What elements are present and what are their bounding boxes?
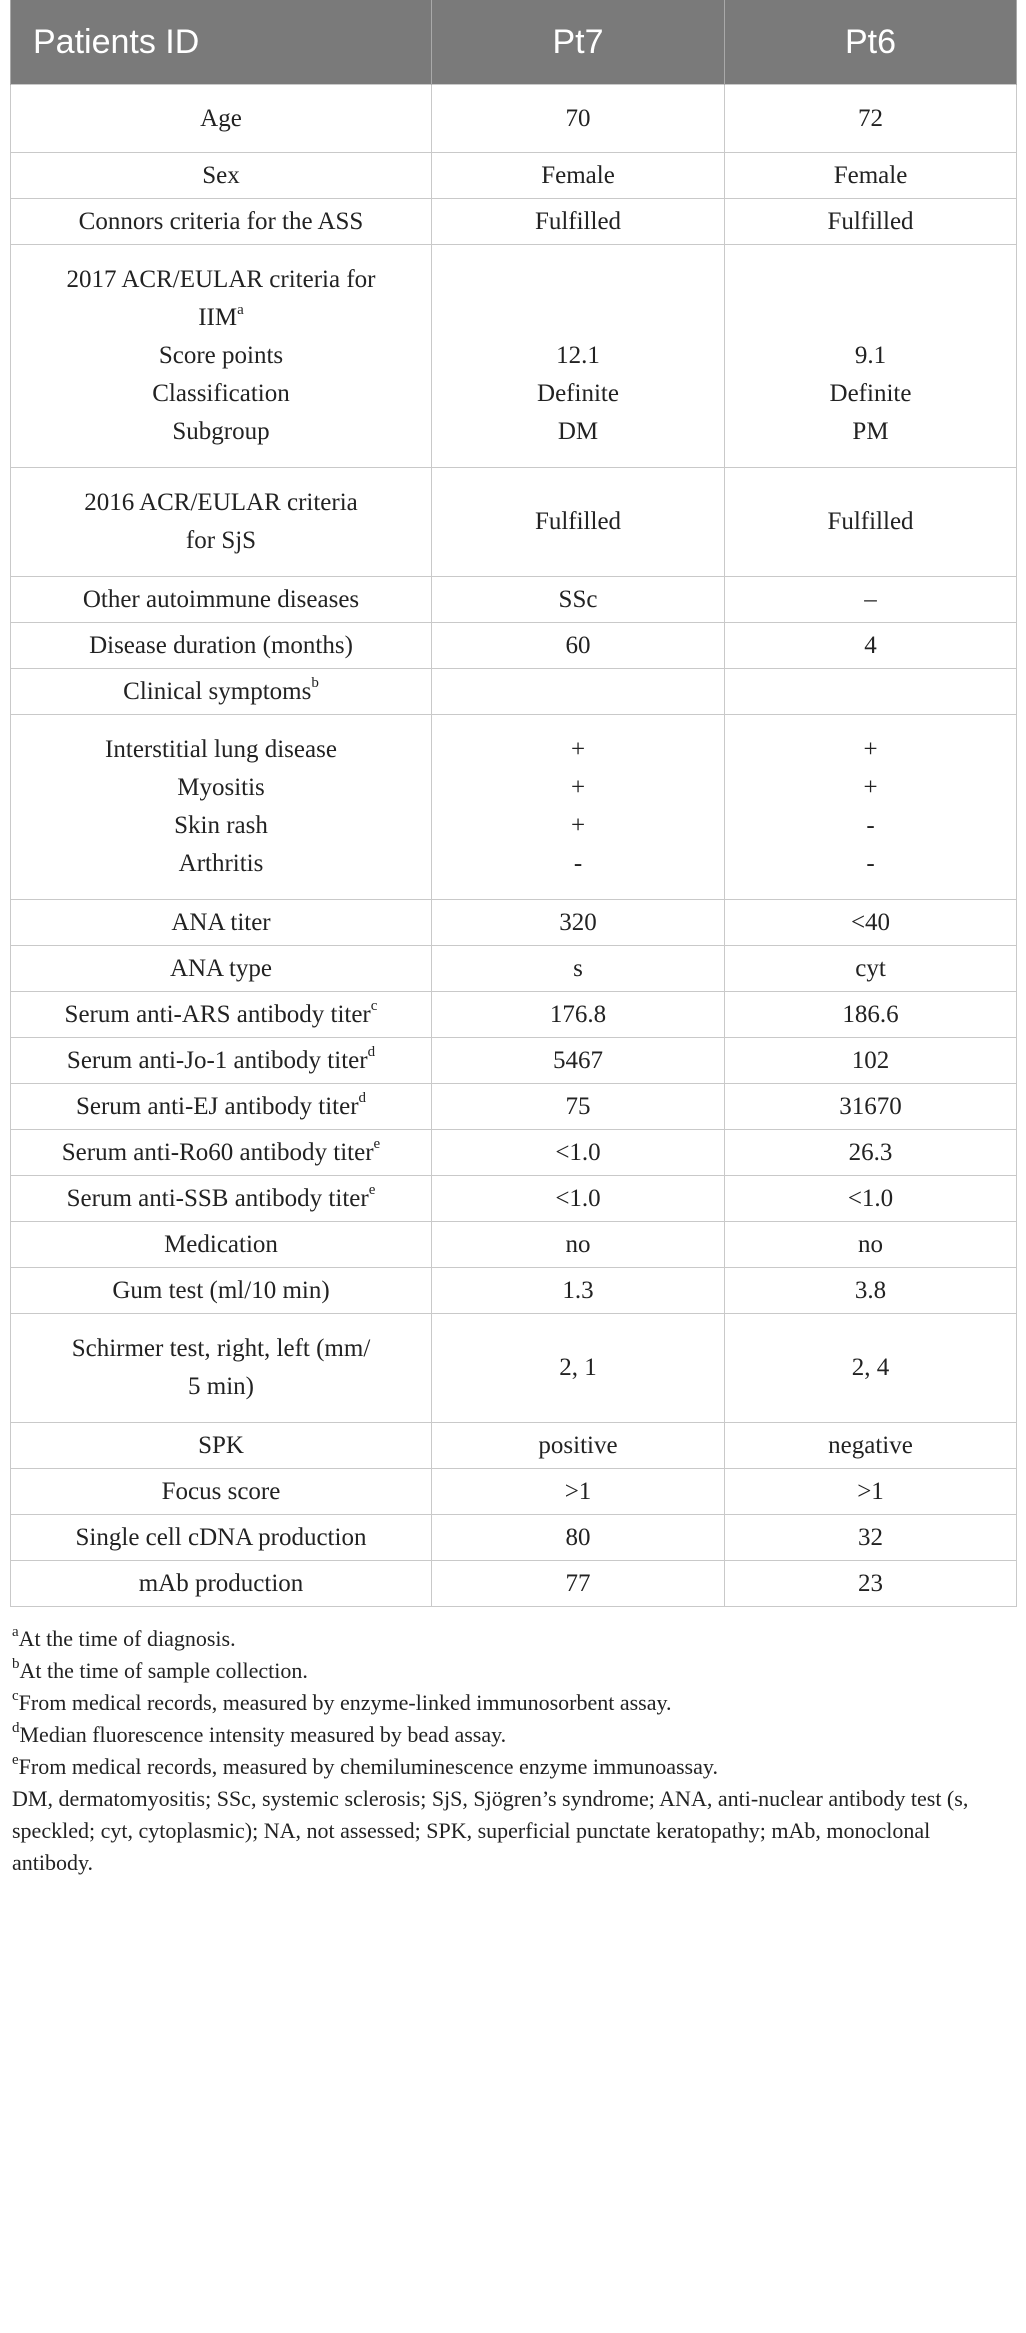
row-label-text: Focus score <box>161 1477 281 1505</box>
pt6-value-text: 23 <box>858 1569 883 1597</box>
row-label-line: Skin rash <box>174 812 268 839</box>
row-label <box>11 85 432 153</box>
footnote-marker: e <box>12 1751 19 1768</box>
footnote-marker: b <box>311 675 319 692</box>
pt7-value-line: Definite <box>537 380 619 407</box>
pt6-value-line: - <box>866 850 875 877</box>
spacer-line <box>442 299 714 337</box>
row-label-text: Serum anti-EJ antibody titer <box>75 1092 359 1120</box>
table-row <box>11 1084 1017 1130</box>
row-label <box>11 1222 432 1268</box>
pt6-value-text: no <box>858 1230 883 1258</box>
row-label <box>11 468 432 577</box>
row-label <box>11 1176 432 1222</box>
pt7-value <box>432 715 725 900</box>
row-label <box>11 946 432 992</box>
pt6-value <box>725 946 1017 992</box>
pt7-value-line: 12.1 <box>556 342 600 369</box>
footnote-marker: e <box>368 1182 376 1199</box>
footnote <box>12 1783 1012 1879</box>
row-label <box>11 1314 432 1423</box>
pt7-value <box>432 1469 725 1515</box>
patient-table <box>10 0 1017 1607</box>
row-label-text: Other autoimmune diseases <box>82 585 360 613</box>
footnote-marker: b <box>12 1655 20 1672</box>
row-label <box>11 1423 432 1469</box>
pt7-value-text: 80 <box>565 1523 591 1551</box>
table-row <box>11 1268 1017 1314</box>
row-label-text: SPK <box>198 1431 244 1459</box>
pt7-value <box>432 1515 725 1561</box>
row-label-text: Connors criteria for the ASS <box>78 207 364 235</box>
row-label-line: 2017 ACR/EULAR criteria for <box>66 266 376 293</box>
table-row <box>11 1469 1017 1515</box>
row-label-text: Medication <box>164 1230 278 1258</box>
row-label-line: 5 min) <box>188 1373 254 1400</box>
pt6-value-line: 9.1 <box>854 342 887 369</box>
pt7-value-text: s <box>573 954 583 982</box>
pt7-value-text: no <box>565 1230 591 1258</box>
pt7-value <box>432 1268 725 1314</box>
pt6-value-text: negative <box>828 1431 913 1459</box>
pt6-value <box>725 1130 1017 1176</box>
row-label <box>11 1084 432 1130</box>
footnote-marker: a <box>237 301 244 318</box>
pt6-value <box>725 1423 1017 1469</box>
row-label <box>11 623 432 669</box>
pt7-value <box>432 1084 725 1130</box>
pt7-value-text: 70 <box>565 104 591 132</box>
pt7-value-line: DM <box>557 418 599 445</box>
pt6-value-line: + <box>863 736 878 763</box>
row-label-line: Score points <box>158 342 284 369</box>
table-row <box>11 946 1017 992</box>
pt6-value <box>725 1038 1017 1084</box>
pt6-value-text: 4 <box>864 631 877 659</box>
pt7-value <box>432 153 725 199</box>
footnotes <box>10 1623 1012 1879</box>
pt7-value-text: <1.0 <box>555 1184 601 1212</box>
spacer-line <box>735 299 1006 337</box>
pt7-value <box>432 946 725 992</box>
spacer-line <box>442 261 714 299</box>
table-row <box>11 1515 1017 1561</box>
pt7-value <box>432 85 725 153</box>
pt7-value <box>432 1130 725 1176</box>
pt7-value <box>432 468 725 577</box>
pt7-value <box>432 199 725 245</box>
row-label-line: Interstitial lung disease <box>105 736 337 763</box>
pt7-value-text: Fulfilled <box>534 508 622 535</box>
pt6-value-text: cyt <box>855 954 886 982</box>
row-label-text: Serum anti-ARS antibody titer <box>64 1000 371 1028</box>
row-label-line: Classification <box>152 380 290 407</box>
pt6-value-text: 32 <box>858 1523 883 1551</box>
pt7-value-text: 2, 1 <box>559 1354 597 1381</box>
row-label-text: mAb production <box>138 1569 304 1597</box>
pt6-value <box>725 1561 1017 1607</box>
pt6-value <box>725 1515 1017 1561</box>
pt7-value-text: 60 <box>565 631 591 659</box>
row-label-text: Sex <box>202 161 240 189</box>
table-row <box>11 153 1017 199</box>
table-row <box>11 1038 1017 1084</box>
pt6-value-text: >1 <box>857 1477 884 1505</box>
footnote <box>12 1623 1012 1655</box>
pt7-value-text: Fulfilled <box>534 207 622 235</box>
table-row <box>11 715 1017 900</box>
pt6-value-text: 31670 <box>839 1092 902 1120</box>
row-label <box>11 1515 432 1561</box>
table-row <box>11 623 1017 669</box>
pt6-value <box>725 1469 1017 1515</box>
pt7-value <box>432 245 725 468</box>
footnote <box>12 1655 1012 1687</box>
pt6-value <box>725 1314 1017 1423</box>
pt6-value <box>725 1268 1017 1314</box>
pt6-value-text: <40 <box>850 908 891 936</box>
pt6-value-text: 186.6 <box>842 1000 899 1028</box>
table-row <box>11 85 1017 153</box>
footnote-text: At the time of diagnosis. <box>18 1626 236 1651</box>
pt7-value-line: + <box>570 812 586 839</box>
row-label-text: ANA type <box>169 954 273 982</box>
pt6-value-text: 26.3 <box>848 1138 893 1166</box>
pt6-value <box>725 669 1017 715</box>
pt7-value-line: + <box>570 774 586 801</box>
pt7-value-text: SSc <box>558 585 598 613</box>
row-label-line: Subgroup <box>172 418 270 445</box>
pt7-value-text: 1.3 <box>562 1276 594 1304</box>
row-label-text: Serum anti-Ro60 antibody titer <box>61 1138 374 1166</box>
row-label-text: Disease duration (months) <box>89 631 353 659</box>
pt7-value <box>432 1038 725 1084</box>
table-header-row <box>11 0 1017 85</box>
row-label <box>11 715 432 900</box>
spacer-line <box>735 261 1006 299</box>
table-row <box>11 245 1017 468</box>
footnote-marker: a <box>12 1623 19 1640</box>
footnote-text: From medical records, measured by chemiluminescence enzyme immunoassay. <box>18 1754 718 1779</box>
footnote <box>12 1687 1012 1719</box>
row-label-line: IIM$^a$ <box>198 301 244 331</box>
footnote-marker: d <box>12 1719 20 1736</box>
pt6-value-line: Definite <box>829 380 912 407</box>
pt7-value <box>432 1176 725 1222</box>
pt6-value-text: 72 <box>858 104 883 132</box>
pt6-value-text: 2, 4 <box>851 1354 890 1381</box>
table-row <box>11 1222 1017 1268</box>
pt7-value-text: Female <box>541 161 615 189</box>
pt6-value-line: + <box>863 774 878 801</box>
pt7-value-line: + <box>570 736 586 763</box>
pt7-value <box>432 669 725 715</box>
pt7-value-text: 75 <box>565 1092 591 1120</box>
footnote-text: At the time of sample collection. <box>19 1658 308 1683</box>
pt6-value <box>725 468 1017 577</box>
row-label-text: Age <box>200 104 242 132</box>
pt6-value <box>725 1176 1017 1222</box>
pt7-value-text: 176.8 <box>549 1000 607 1028</box>
pt7-value <box>432 1423 725 1469</box>
table-row <box>11 992 1017 1038</box>
table-row <box>11 1130 1017 1176</box>
pt7-value-text: 77 <box>565 1569 591 1597</box>
pt6-value-text: Fulfilled <box>827 508 914 535</box>
row-label <box>11 245 432 468</box>
footnote-marker: e <box>373 1136 381 1153</box>
table-row <box>11 1176 1017 1222</box>
pt6-value-text: 102 <box>851 1046 890 1074</box>
table-body <box>11 85 1017 1607</box>
pt6-value <box>725 1084 1017 1130</box>
pt6-value <box>725 153 1017 199</box>
row-label <box>11 1130 432 1176</box>
header-pt7: Pt7 <box>432 0 725 85</box>
row-label <box>11 1038 432 1084</box>
row-label <box>11 1561 432 1607</box>
row-label-line: Arthritis <box>178 850 264 877</box>
row-label <box>11 992 432 1038</box>
row-label <box>11 1469 432 1515</box>
pt7-value-text: <1.0 <box>555 1138 601 1166</box>
row-label <box>11 1268 432 1314</box>
pt7-value <box>432 1314 725 1423</box>
pt7-value <box>432 1561 725 1607</box>
row-label-line: 2016 ACR/EULAR criteria <box>84 489 358 516</box>
footnote-marker: c <box>370 998 378 1015</box>
pt7-value-text: 5467 <box>553 1046 603 1074</box>
row-label <box>11 900 432 946</box>
pt7-value-text: 320 <box>559 908 597 936</box>
pt7-value <box>432 992 725 1038</box>
table-row <box>11 468 1017 577</box>
row-label-text: Clinical symptoms <box>123 677 312 705</box>
table-row <box>11 1314 1017 1423</box>
footnote-marker: c <box>12 1687 19 1704</box>
table-container <box>10 0 1016 1879</box>
footnote-marker: d <box>367 1044 376 1061</box>
pt6-value-text: <1.0 <box>847 1184 894 1212</box>
pt6-value-line: PM <box>852 418 889 445</box>
pt6-value <box>725 623 1017 669</box>
footnote-text: Median fluorescence intensity measured by bead assay. <box>19 1722 507 1747</box>
table-row <box>11 1561 1017 1607</box>
row-label <box>11 577 432 623</box>
pt6-value <box>725 85 1017 153</box>
row-label-line: for SjS <box>185 527 257 554</box>
pt6-value-text: 3.8 <box>854 1276 887 1304</box>
row-label-text: Serum anti-Jo-1 antibody titer <box>66 1046 368 1074</box>
pt7-value-text: >1 <box>564 1477 592 1505</box>
pt6-value-text: Female <box>833 161 908 189</box>
pt7-value <box>432 900 725 946</box>
footnote <box>12 1751 1012 1783</box>
header-patients-id: Patients ID <box>11 0 432 85</box>
table-row <box>11 669 1017 715</box>
footnote <box>12 1719 1012 1751</box>
row-label-text: Single cell cDNA production <box>75 1523 367 1551</box>
footnote-text: DM, dermatomyositis; SSc, systemic sclerosis; SjS, Sjögren’s syndrome; ANA, anti-nuclear antibody test (s, speckled; cyt, cytoplasmic); NA, not assessed; SPK, superficial punctate keratopathy; mAb, monoclonal antibody. <box>12 1786 969 1875</box>
pt6-value-text: – <box>864 585 877 613</box>
row-label <box>11 669 432 715</box>
row-label-line: Myositis <box>177 774 265 801</box>
footnote-text: From medical records, measured by enzyme-linked immunosorbent assay. <box>18 1690 672 1715</box>
pt6-value <box>725 199 1017 245</box>
row-label-text: Serum anti-SSB antibody titer <box>66 1184 369 1212</box>
header-pt6: Pt6 <box>725 0 1017 85</box>
pt6-value <box>725 715 1017 900</box>
pt6-value <box>725 245 1017 468</box>
pt7-value <box>432 623 725 669</box>
table-row <box>11 199 1017 245</box>
footnote-marker: d <box>358 1090 367 1107</box>
pt7-value-line: - <box>573 850 583 877</box>
row-label <box>11 199 432 245</box>
row-label-text: ANA titer <box>171 908 271 936</box>
pt6-value-text: Fulfilled <box>827 207 914 235</box>
pt6-value-line: - <box>866 812 875 839</box>
pt7-value <box>432 577 725 623</box>
table-row <box>11 577 1017 623</box>
row-label-text: Gum test (ml/10 min) <box>112 1276 330 1304</box>
pt6-value <box>725 992 1017 1038</box>
row-label <box>11 153 432 199</box>
pt6-value <box>725 577 1017 623</box>
row-label-line: Schirmer test, right, left (mm/ <box>71 1335 371 1362</box>
pt7-value-text: positive <box>538 1431 618 1459</box>
pt6-value <box>725 900 1017 946</box>
pt7-value <box>432 1222 725 1268</box>
pt6-value <box>725 1222 1017 1268</box>
table-row <box>11 1423 1017 1469</box>
table-row <box>11 900 1017 946</box>
